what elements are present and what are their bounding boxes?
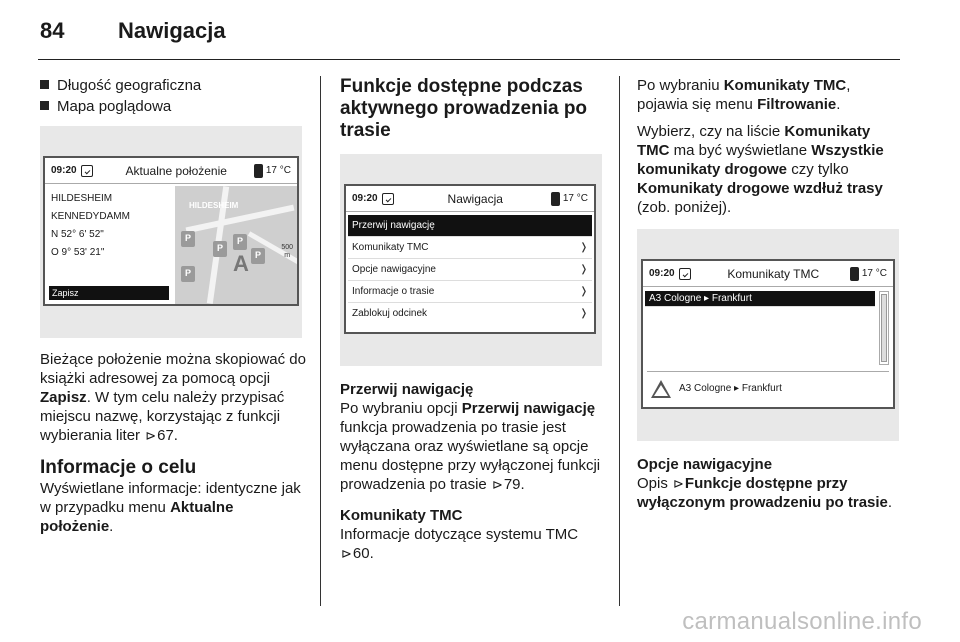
chevron-right-icon: ❭: [579, 241, 588, 253]
screen-topbar: 09:20 Komunikaty TMC 17 °C: [643, 261, 893, 287]
paragraph: Po wybraniu Komunikaty TMC, pojawia się menu Filtrowanie.: [637, 77, 851, 113]
reference-icon: ⊳: [673, 476, 684, 491]
column-divider: [320, 76, 321, 606]
page-number: 84: [40, 18, 65, 43]
parking-icon: P: [213, 241, 227, 257]
menu-item-tmc-messages[interactable]: Komunikaty TMC ❭: [348, 237, 592, 259]
tmc-message-detail: A3 Cologne ▸ Frankfurt: [647, 371, 889, 405]
menu-item-stop-navigation[interactable]: Przerwij nawigację: [348, 215, 592, 237]
clock-icon: [81, 165, 93, 177]
clock-icon: [382, 193, 394, 205]
column-1: [40, 76, 308, 548]
map-overview[interactable]: HILDESHEIM P P P P P A 500 m: [175, 186, 297, 304]
list-item: Mapa poglądowa: [40, 97, 308, 116]
paragraph: Po wybraniu opcji Przerwij nawigację funkcja prowadzenia po trasie jest wyłączana oraz wyświetlane są opcje menu dostępne przy wyłączonej funkcji prowadzenia po trasie ⊳79.: [340, 400, 601, 493]
subheading-tmc-messages: Komunikaty TMC: [340, 507, 463, 524]
clock-icon: [679, 268, 691, 280]
screenshot-navigation-menu: [340, 154, 602, 366]
reference-icon: ⊳: [491, 477, 503, 492]
heading-destination-info: Informacje o celu: [40, 457, 197, 478]
screen-topbar: 09:20 Aktualne położenie 17 °C: [45, 158, 297, 184]
column-2: [340, 76, 605, 575]
subheading-stop-navigation: Przerwij nawigację: [340, 381, 474, 398]
header-rule: [38, 59, 900, 60]
parking-icon: P: [233, 234, 247, 250]
heading-active-guidance-functions: Funkcje dostępne podczas aktywnego prowadzenia po trasie: [340, 76, 588, 141]
reference-icon: ⊳: [341, 546, 352, 561]
paragraph: Bieżące położenie można skopiować do książki adresowej za pomocą opcji Zapisz. W tym celu należy przypisać miejscu nazwę, korzystając z funkcji wybierania liter ⊳67.: [40, 351, 306, 444]
bullet-icon: [40, 80, 49, 89]
scrollbar-thumb[interactable]: [881, 294, 887, 362]
chevron-right-icon: ❭: [579, 263, 588, 275]
subheading-navigation-options: Opcje nawigacyjne: [637, 456, 773, 473]
parking-icon: P: [181, 266, 195, 282]
paragraph: Opis ⊳Funkcje dostępne przy wyłączonym prowadzeniu po trasie.: [637, 475, 893, 511]
screen-topbar: 09:20 Nawigacja 17 °C: [346, 186, 594, 212]
bullet-icon: [40, 101, 49, 110]
page-header: [40, 18, 226, 48]
scrollbar[interactable]: [879, 291, 889, 365]
map-scale: 500 m: [281, 244, 293, 259]
parking-icon: P: [251, 248, 265, 264]
tmc-message-item[interactable]: A3 Cologne ▸ Frankfurt: [645, 291, 875, 307]
watermark: carmanualsonline.info: [682, 608, 922, 635]
thermometer-icon: [551, 192, 560, 206]
reference-icon: ⊳: [145, 428, 157, 443]
paragraph: Wyświetlane informacje: identyczne jak w przypadku menu Aktualne położenie.: [40, 480, 301, 535]
position-details: HILDESHEIM KENNEDYDAMM N 52° 6' 52" O 9° 53' 21": [51, 193, 130, 258]
menu-item-navigation-options[interactable]: Opcje nawigacyjne ❭: [348, 259, 592, 281]
chevron-right-icon: ❭: [579, 308, 588, 319]
parking-icon: P: [181, 231, 195, 247]
column-divider: [619, 76, 620, 606]
screen-title: Komunikaty TMC: [727, 266, 820, 281]
thermometer-icon: [850, 267, 859, 281]
screenshot-current-position: [40, 126, 302, 338]
vehicle-position-icon: A: [233, 251, 249, 276]
menu-item-block-section[interactable]: Zablokuj odcinek ❭: [352, 308, 588, 319]
list-item: Długość geograficzna: [40, 76, 308, 95]
screenshot-tmc-messages: [637, 229, 899, 441]
save-button[interactable]: Zapisz: [49, 286, 169, 300]
traffic-warning-icon: [651, 380, 671, 398]
screen-title: Nawigacja: [447, 191, 503, 206]
screen-title: Aktualne położenie: [125, 163, 227, 178]
menu-item-route-info[interactable]: Informacje o trasie ❭: [348, 281, 592, 303]
chevron-right-icon: ❭: [579, 285, 588, 297]
paragraph: Wybierz, czy na liście Komunikaty TMC ma być wyświetlane Wszystkie komunikaty drogowe czy tylko Komunikaty drogowe wzdłuż trasy (zob. poniżej).: [637, 123, 884, 216]
column-3: [637, 76, 902, 524]
thermometer-icon: [254, 164, 263, 178]
paragraph: Informacje dotyczące systemu TMC ⊳60.: [340, 526, 579, 562]
section-title: Nawigacja: [118, 18, 226, 43]
navigation-menu: [346, 212, 594, 325]
